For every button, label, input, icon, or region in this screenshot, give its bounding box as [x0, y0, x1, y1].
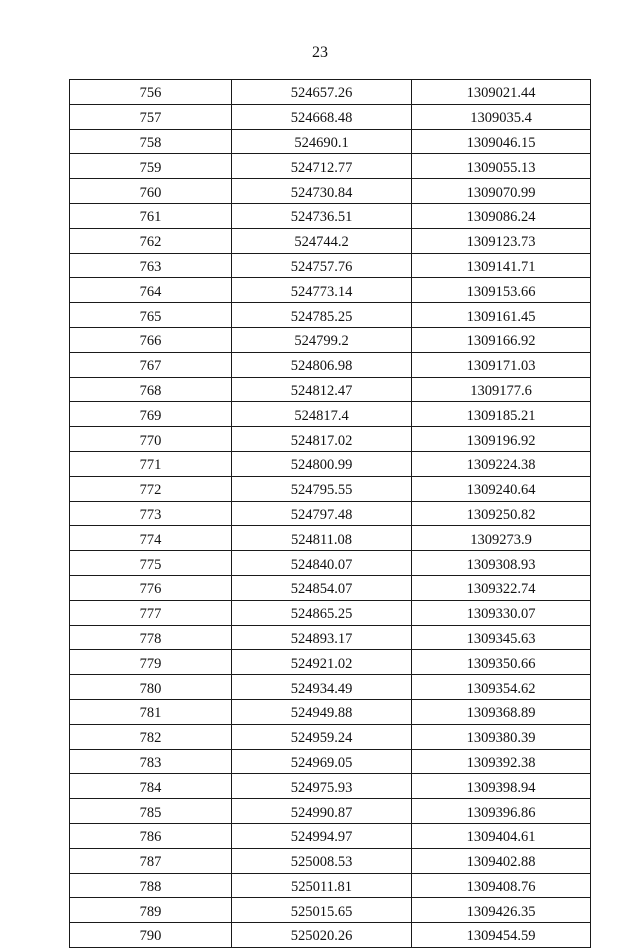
- point-number-cell: 787: [70, 848, 232, 873]
- y-coordinate-cell: 1309368.89: [412, 699, 591, 724]
- point-number-cell: 763: [70, 253, 232, 278]
- coordinates-table: [69, 79, 591, 948]
- point-number-cell: 786: [70, 823, 232, 848]
- point-number-cell: 759: [70, 154, 232, 179]
- point-number-cell: 761: [70, 203, 232, 228]
- table-row: [70, 923, 591, 948]
- point-number-cell: 767: [70, 352, 232, 377]
- y-coordinate-cell: 1309185.21: [412, 402, 591, 427]
- table-row: [70, 104, 591, 129]
- table-row: [70, 650, 591, 675]
- x-coordinate-cell: 524865.25: [232, 600, 412, 625]
- x-coordinate-cell: 524795.55: [232, 476, 412, 501]
- table-row: [70, 625, 591, 650]
- table-row: [70, 848, 591, 873]
- point-number-cell: 783: [70, 749, 232, 774]
- y-coordinate-cell: 1309196.92: [412, 427, 591, 452]
- x-coordinate-cell: 524799.2: [232, 327, 412, 352]
- x-coordinate-cell: 524744.2: [232, 228, 412, 253]
- table-row: [70, 724, 591, 749]
- y-coordinate-cell: 1309240.64: [412, 476, 591, 501]
- y-coordinate-cell: 1309166.92: [412, 327, 591, 352]
- x-coordinate-cell: 524797.48: [232, 501, 412, 526]
- point-number-cell: 777: [70, 600, 232, 625]
- table-row: [70, 551, 591, 576]
- x-coordinate-cell: 524757.76: [232, 253, 412, 278]
- x-coordinate-cell: 524949.88: [232, 699, 412, 724]
- x-coordinate-cell: 524840.07: [232, 551, 412, 576]
- table-row: [70, 327, 591, 352]
- table-row: [70, 873, 591, 898]
- table-row: [70, 675, 591, 700]
- point-number-cell: 784: [70, 774, 232, 799]
- point-number-cell: 775: [70, 551, 232, 576]
- point-number-cell: 781: [70, 699, 232, 724]
- x-coordinate-cell: 524817.4: [232, 402, 412, 427]
- table-row: [70, 228, 591, 253]
- y-coordinate-cell: 1309021.44: [412, 80, 591, 105]
- y-coordinate-cell: 1309123.73: [412, 228, 591, 253]
- table-row: [70, 526, 591, 551]
- table-row: [70, 377, 591, 402]
- table-row: [70, 278, 591, 303]
- y-coordinate-cell: 1309273.9: [412, 526, 591, 551]
- x-coordinate-cell: 525008.53: [232, 848, 412, 873]
- point-number-cell: 772: [70, 476, 232, 501]
- x-coordinate-cell: 524994.97: [232, 823, 412, 848]
- x-coordinate-cell: 524975.93: [232, 774, 412, 799]
- point-number-cell: 790: [70, 923, 232, 948]
- point-number-cell: 785: [70, 799, 232, 824]
- point-number-cell: 780: [70, 675, 232, 700]
- y-coordinate-cell: 1309161.45: [412, 303, 591, 328]
- y-coordinate-cell: 1309035.4: [412, 104, 591, 129]
- point-number-cell: 764: [70, 278, 232, 303]
- table-row: [70, 402, 591, 427]
- x-coordinate-cell: 524773.14: [232, 278, 412, 303]
- x-coordinate-cell: 524668.48: [232, 104, 412, 129]
- x-coordinate-cell: 524812.47: [232, 377, 412, 402]
- point-number-cell: 788: [70, 873, 232, 898]
- point-number-cell: 768: [70, 377, 232, 402]
- x-coordinate-cell: 524990.87: [232, 799, 412, 824]
- point-number-cell: 756: [70, 80, 232, 105]
- x-coordinate-cell: 525015.65: [232, 898, 412, 923]
- x-coordinate-cell: 524730.84: [232, 179, 412, 204]
- point-number-cell: 789: [70, 898, 232, 923]
- y-coordinate-cell: 1309402.88: [412, 848, 591, 873]
- table-row: [70, 575, 591, 600]
- x-coordinate-cell: 524785.25: [232, 303, 412, 328]
- y-coordinate-cell: 1309398.94: [412, 774, 591, 799]
- y-coordinate-cell: 1309055.13: [412, 154, 591, 179]
- y-coordinate-cell: 1309330.07: [412, 600, 591, 625]
- y-coordinate-cell: 1309153.66: [412, 278, 591, 303]
- y-coordinate-cell: 1309454.59: [412, 923, 591, 948]
- table-row: [70, 253, 591, 278]
- y-coordinate-cell: 1309426.35: [412, 898, 591, 923]
- x-coordinate-cell: 524712.77: [232, 154, 412, 179]
- table-row: [70, 352, 591, 377]
- x-coordinate-cell: 524657.26: [232, 80, 412, 105]
- y-coordinate-cell: 1309408.76: [412, 873, 591, 898]
- table-row: [70, 898, 591, 923]
- y-coordinate-cell: 1309354.62: [412, 675, 591, 700]
- x-coordinate-cell: 525011.81: [232, 873, 412, 898]
- point-number-cell: 776: [70, 575, 232, 600]
- point-number-cell: 770: [70, 427, 232, 452]
- y-coordinate-cell: 1309380.39: [412, 724, 591, 749]
- point-number-cell: 757: [70, 104, 232, 129]
- y-coordinate-cell: 1309224.38: [412, 451, 591, 476]
- x-coordinate-cell: 524806.98: [232, 352, 412, 377]
- y-coordinate-cell: 1309171.03: [412, 352, 591, 377]
- table-row: [70, 600, 591, 625]
- table-row: [70, 203, 591, 228]
- point-number-cell: 765: [70, 303, 232, 328]
- x-coordinate-cell: 524811.08: [232, 526, 412, 551]
- y-coordinate-cell: 1309392.38: [412, 749, 591, 774]
- point-number-cell: 758: [70, 129, 232, 154]
- y-coordinate-cell: 1309086.24: [412, 203, 591, 228]
- table-row: [70, 749, 591, 774]
- x-coordinate-cell: 524817.02: [232, 427, 412, 452]
- y-coordinate-cell: 1309141.71: [412, 253, 591, 278]
- x-coordinate-cell: 524854.07: [232, 575, 412, 600]
- y-coordinate-cell: 1309350.66: [412, 650, 591, 675]
- table-row: [70, 799, 591, 824]
- table-row: [70, 699, 591, 724]
- x-coordinate-cell: 524800.99: [232, 451, 412, 476]
- page-number: 23: [312, 44, 328, 61]
- point-number-cell: 769: [70, 402, 232, 427]
- table-row: [70, 80, 591, 105]
- point-number-cell: 771: [70, 451, 232, 476]
- table-row: [70, 303, 591, 328]
- point-number-cell: 773: [70, 501, 232, 526]
- y-coordinate-cell: 1309308.93: [412, 551, 591, 576]
- point-number-cell: 760: [70, 179, 232, 204]
- point-number-cell: 779: [70, 650, 232, 675]
- table-row: [70, 476, 591, 501]
- y-coordinate-cell: 1309046.15: [412, 129, 591, 154]
- coordinates-table-body: [70, 80, 591, 948]
- y-coordinate-cell: 1309404.61: [412, 823, 591, 848]
- table-row: [70, 823, 591, 848]
- y-coordinate-cell: 1309345.63: [412, 625, 591, 650]
- table-row: [70, 774, 591, 799]
- y-coordinate-cell: 1309250.82: [412, 501, 591, 526]
- table-row: [70, 129, 591, 154]
- point-number-cell: 782: [70, 724, 232, 749]
- y-coordinate-cell: 1309177.6: [412, 377, 591, 402]
- x-coordinate-cell: 525020.26: [232, 923, 412, 948]
- x-coordinate-cell: 524736.51: [232, 203, 412, 228]
- table-row: [70, 451, 591, 476]
- point-number-cell: 774: [70, 526, 232, 551]
- point-number-cell: 778: [70, 625, 232, 650]
- x-coordinate-cell: 524921.02: [232, 650, 412, 675]
- x-coordinate-cell: 524959.24: [232, 724, 412, 749]
- point-number-cell: 762: [70, 228, 232, 253]
- table-row: [70, 501, 591, 526]
- x-coordinate-cell: 524969.05: [232, 749, 412, 774]
- table-row: [70, 154, 591, 179]
- x-coordinate-cell: 524934.49: [232, 675, 412, 700]
- table-row: [70, 179, 591, 204]
- y-coordinate-cell: 1309322.74: [412, 575, 591, 600]
- point-number-cell: 766: [70, 327, 232, 352]
- x-coordinate-cell: 524893.17: [232, 625, 412, 650]
- table-row: [70, 427, 591, 452]
- y-coordinate-cell: 1309396.86: [412, 799, 591, 824]
- y-coordinate-cell: 1309070.99: [412, 179, 591, 204]
- x-coordinate-cell: 524690.1: [232, 129, 412, 154]
